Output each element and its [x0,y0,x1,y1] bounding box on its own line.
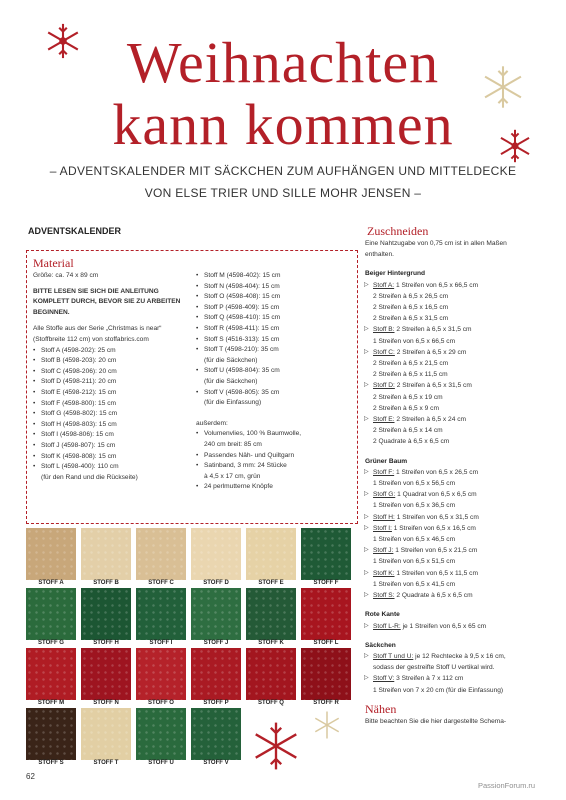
cut-row-fabric: Stoff G: [373,491,396,499]
cut-row-text: 3 Streifen à 7 x 112 cm [394,675,464,683]
fabric-swatch [191,588,241,640]
fabric-swatch [191,528,241,580]
cut-row-text: 2 Streifen à 6,5 x 14 cm [373,427,443,435]
cut-row [365,467,555,478]
cut-row [365,313,555,324]
material-size: Größe: ca. 74 x 89 cm [33,272,99,279]
cut-row-text: 1 Quadrat von 6,5 x 6,5 cm [395,491,477,499]
cut-row [365,380,555,391]
cut-row-text: 2 Streifen à 6,5 x 19 cm [373,393,443,401]
cut-row-fabric: Stoff A: [373,281,395,289]
fabric-swatch [81,528,131,580]
fabric-swatch-label: STOFF Q [258,700,284,706]
cut-row-fabric: Stoff D: [373,382,395,390]
fabric-swatch [246,588,296,640]
list-item: • Passendes Näh- und Quiltgarn [196,451,354,462]
cut-row [365,358,555,369]
cut-row-fabric: Stoff F: [373,468,395,476]
cut-row-text: 2 Streifen à 6,5 x 31,5 cm [373,315,449,323]
fabric-swatch-label: STOFF F [313,580,339,586]
watermark: PassionForum.ru [478,781,536,790]
cut-group-title: Rote Kante [365,611,400,619]
cut-row-text: 1 Streifen von 6,5 x 41,5 cm [373,580,456,588]
material-heading: Material [33,256,74,270]
cut-row [365,523,555,534]
list-item: • Stoff C (4598-206): 20 cm [33,367,195,378]
fabric-swatch [301,648,351,700]
cut-row-text: 2 Streifen à 6,5 x 9 cm [373,404,439,412]
fabric-swatch-label: STOFF J [203,640,229,646]
cut-row-text: 1 Streifen von 6,5 x 21,5 cm [393,547,478,555]
zuschneiden-intro: enthalten. [365,251,394,259]
cut-row-text: 1 Streifen von 6,5 x 56,5 cm [373,480,456,488]
fabric-swatch [246,528,296,580]
cut-row-text: 2 Streifen à 6,5 x 24 cm [394,416,466,424]
cut-group-title: Säckchen [365,641,396,649]
fabric-swatch-label: STOFF T [93,760,119,766]
fabric-swatch [191,708,241,760]
cut-row-text: je 1 Streifen von 6,5 x 65 cm [400,622,487,630]
fabric-swatch-label: STOFF D [203,580,229,586]
cut-row-text: 1 Streifen von 6,5 x 16,5 cm [391,524,476,532]
cut-row-text: 1 Streifen von 6,5 x 31,5 cm [394,513,479,521]
cut-row-text: sodass der gestreifte Stoff U vertikal wird. [373,664,495,672]
cut-row [365,302,555,313]
fabric-swatch-label: STOFF P [203,700,229,706]
cut-row-text: je 12 Rechtecke à 9,5 x 16 cm, [413,652,506,660]
list-item: • Stoff A (4598-202): 25 cm [33,346,195,357]
cut-row-fabric: Stoff L-R: [373,622,401,630]
cut-row [365,579,555,590]
list-item: • Stoff D (4598-211): 20 cm [33,377,195,388]
cut-row-text: 1 Streifen von 6,5 x 66,5 cm [373,337,456,345]
fabric-swatch-label: STOFF A [38,580,64,586]
fabric-swatch-label: STOFF R [313,700,339,706]
cut-row [365,425,555,436]
fabric-swatch-label: STOFF I [149,640,173,646]
list-item: • Stoff I (4598-806): 15 cm [33,430,195,441]
list-item: • Stoff B (4598-203): 20 cm [33,356,195,367]
fabric-swatch-label: STOFF V [203,760,229,766]
fabric-swatch-label: STOFF N [93,700,119,706]
zuschneiden-intro: Eine Nahtzugabe von 0,75 cm ist in allen Maßen [365,240,507,247]
fabric-swatch-label: STOFF C [148,580,174,586]
cut-row [365,651,555,662]
cut-group-title: Grüner Baum [365,457,408,465]
cut-group-title: Beiger Hintergrund [365,270,426,278]
cut-row-text: 2 Streifen à 6,5 x 31,5 cm [394,326,472,334]
cut-row-text: 2 Quadrate à 6,5 x 6,5 cm [373,438,450,446]
cut-row-fabric: Stoff H: [373,513,395,521]
cut-row-fabric: Stoff V: [373,675,395,683]
list-item: • 24 perlmutterne Knöpfe [196,482,354,493]
zuschneiden-content [365,238,555,727]
list-item: • Stoff E (4598-212): 15 cm [33,388,195,399]
cut-row-text: 2 Streifen à 6,5 x 21,5 cm [373,360,449,368]
material-series-note: Alle Stoffe aus der Serie „Christmas is near“ (Stoffbreite 112 cm) von stoffabrics.com [33,325,162,343]
page-title-line2: kann kommen [112,92,454,157]
page-title-line1: Weihnachten [126,30,440,95]
subtitle-line1: – ADVENTSKALENDER MIT SÄCKCHEN ZUM AUFHÄNGEN UND MITTELDECKE [49,164,517,178]
naehen-heading: Nähen [365,701,397,716]
naehen-text: Bitte beachten Sie die hier dargestellte Schema- [365,717,507,725]
cut-row [365,414,555,425]
fabric-swatch-label: STOFF O [148,700,174,706]
cut-row [365,436,555,447]
list-item: • Stoff V (4598-805): 35 cm [196,388,354,399]
cut-row-text: 2 Streifen à 6,5 x 11,5 cm [373,371,448,379]
cut-row-text: 1 Streifen von 6,5 x 46,5 cm [373,536,456,544]
cut-row [365,545,555,556]
cut-row-text: 1 Streifen von 6,5 x 66,5 cm [394,281,479,289]
cut-row-text: 1 Streifen von 7 x 20 cm (für die Einfassung) [373,686,504,694]
list-item: • Stoff P (4598-409): 15 cm [196,303,354,314]
cut-row-text: 1 Streifen von 6,5 x 36,5 cm [373,502,456,510]
cut-row-text: 1 Streifen von 6,5 x 11,5 cm [394,569,478,577]
cut-row [365,500,555,511]
cut-row [365,662,555,673]
list-item: • Stoff L (4598-400): 110 cm [33,462,195,473]
fabric-swatch [136,528,186,580]
cut-row-fabric: Stoff E: [373,416,395,424]
cut-row [365,568,555,579]
cut-row-fabric: Stoff K: [373,569,395,577]
list-item: • Stoff H (4598-803): 15 cm [33,420,195,431]
cut-row [365,512,555,523]
material-left-column [33,271,195,483]
material-left-list [33,346,195,484]
zuschneiden-groups [365,268,555,727]
fabric-swatch [136,588,186,640]
cut-row [365,392,555,403]
fabric-swatch-label: STOFF L [313,640,339,646]
cut-row [365,590,555,601]
fabric-swatch [301,588,351,640]
list-item-note: (für die Einfassung) [204,399,262,407]
list-item-note: (für die Säckchen) [204,356,258,364]
fabric-swatch-label: STOFF M [37,700,65,706]
cut-row [365,324,555,335]
cut-row-text: 2 Streifen à 6,5 x 26,5 cm [373,292,449,300]
fabric-swatch [246,648,296,700]
cut-row [365,347,555,358]
list-item-note: 240 cm breit: 85 cm [204,440,262,448]
cut-row-text: 2 Streifen à 6,5 x 16,5 cm [373,304,449,312]
page-number: 62 [26,772,35,781]
cut-row-text: 2 Quadrate à 6,5 x 6,5 cm [394,592,473,600]
fabric-swatch [191,648,241,700]
fabric-swatch [26,588,76,640]
cut-row [365,621,555,632]
cut-row [365,478,555,489]
material-right-list [196,271,354,409]
list-item: • Satinband, 3 mm: 24 Stücke [196,461,354,472]
cut-row [365,556,555,567]
cut-row-fabric: Stoff C: [373,348,395,356]
fabric-swatch [136,648,186,700]
list-item: • Volumenvlies, 100 % Baumwolle, [196,429,354,440]
cut-row [365,685,555,696]
list-item-note: (für den Rand und die Rückseite) [41,473,138,481]
cut-row [365,291,555,302]
section-title: ADVENTSKALENDER [28,226,122,236]
cut-row [365,336,555,347]
list-item: • Stoff J (4598-807): 15 cm [33,441,195,452]
fabric-swatch [301,528,351,580]
fabric-swatch [81,588,131,640]
list-item: • Stoff M (4598-402): 15 cm [196,271,354,282]
cut-row [365,489,555,500]
list-item: • Stoff O (4598-408): 15 cm [196,292,354,303]
list-item-note: à 4,5 x 17 cm, grün [204,472,261,480]
fabric-swatch-label: STOFF K [258,640,284,646]
cut-row-fabric: Stoff I: [373,524,392,532]
fabric-swatch [81,648,131,700]
list-item: • Stoff Q (4598-410): 15 cm [196,313,354,324]
fabric-swatch-label: STOFF S [38,760,64,766]
fabric-swatch [26,648,76,700]
fabric-swatch-label: STOFF G [38,640,64,646]
cut-row-text: 1 Streifen von 6,5 x 26,5 cm [394,468,479,476]
extras-list [196,429,354,493]
material-right-column [196,271,354,493]
fabric-swatch [136,708,186,760]
cut-row-text: 2 Streifen à 6,5 x 31,5 cm [394,382,472,390]
cut-row-text: 2 Streifen à 6,5 x 29 cm [394,348,467,356]
cut-row-fabric: Stoff S: [373,592,395,600]
fabric-swatch-label: STOFF U [148,760,174,766]
list-item: • Stoff R (4598-411): 15 cm [196,324,354,335]
zuschneiden-heading: Zuschneiden [367,224,429,238]
list-item: • Stoff S (4516-313): 15 cm [196,335,354,346]
list-item: • Stoff F (4598-800): 15 cm [33,399,195,410]
cut-row-fabric: Stoff B: [373,326,395,334]
cut-row-fabric: Stoff J: [373,547,394,555]
list-item: • Stoff N (4598-404): 15 cm [196,282,354,293]
fabric-swatch-label: STOFF H [93,640,119,646]
material-warning: BITTE LESEN SIE SICH DIE ANLEITUNG KOMPLETT DURCH, BEVOR SIE ZU ARBEITEN BEGINNEN. [33,287,181,316]
list-item: • Stoff K (4598-808): 15 cm [33,452,195,463]
fabric-swatch [81,708,131,760]
cut-row [365,534,555,545]
fabric-swatch-label: STOFF B [93,580,119,586]
fabric-swatch-label: STOFF E [258,580,284,586]
list-item-note: (für die Säckchen) [204,377,258,385]
list-item: • Stoff T (4598-210): 35 cm [196,345,354,356]
cut-row-text: 1 Streifen von 6,5 x 51,5 cm [373,558,456,566]
fabric-swatch [26,708,76,760]
extras-heading: außerdem: [196,419,228,427]
cut-row [365,403,555,414]
snowflake-icon [250,720,302,772]
snowflake-icon [312,710,342,740]
cut-row-fabric: Stoff T und U: [373,652,414,660]
list-item: • Stoff G (4598-802): 15 cm [33,409,195,420]
cut-row [365,369,555,380]
subtitle-line2: VON ELSE TRIER UND SILLE MOHR JENSEN – [144,186,422,200]
cut-row [365,280,555,291]
fabric-swatch [26,528,76,580]
list-item: • Stoff U (4598-804): 35 cm [196,366,354,377]
cut-row [365,673,555,684]
